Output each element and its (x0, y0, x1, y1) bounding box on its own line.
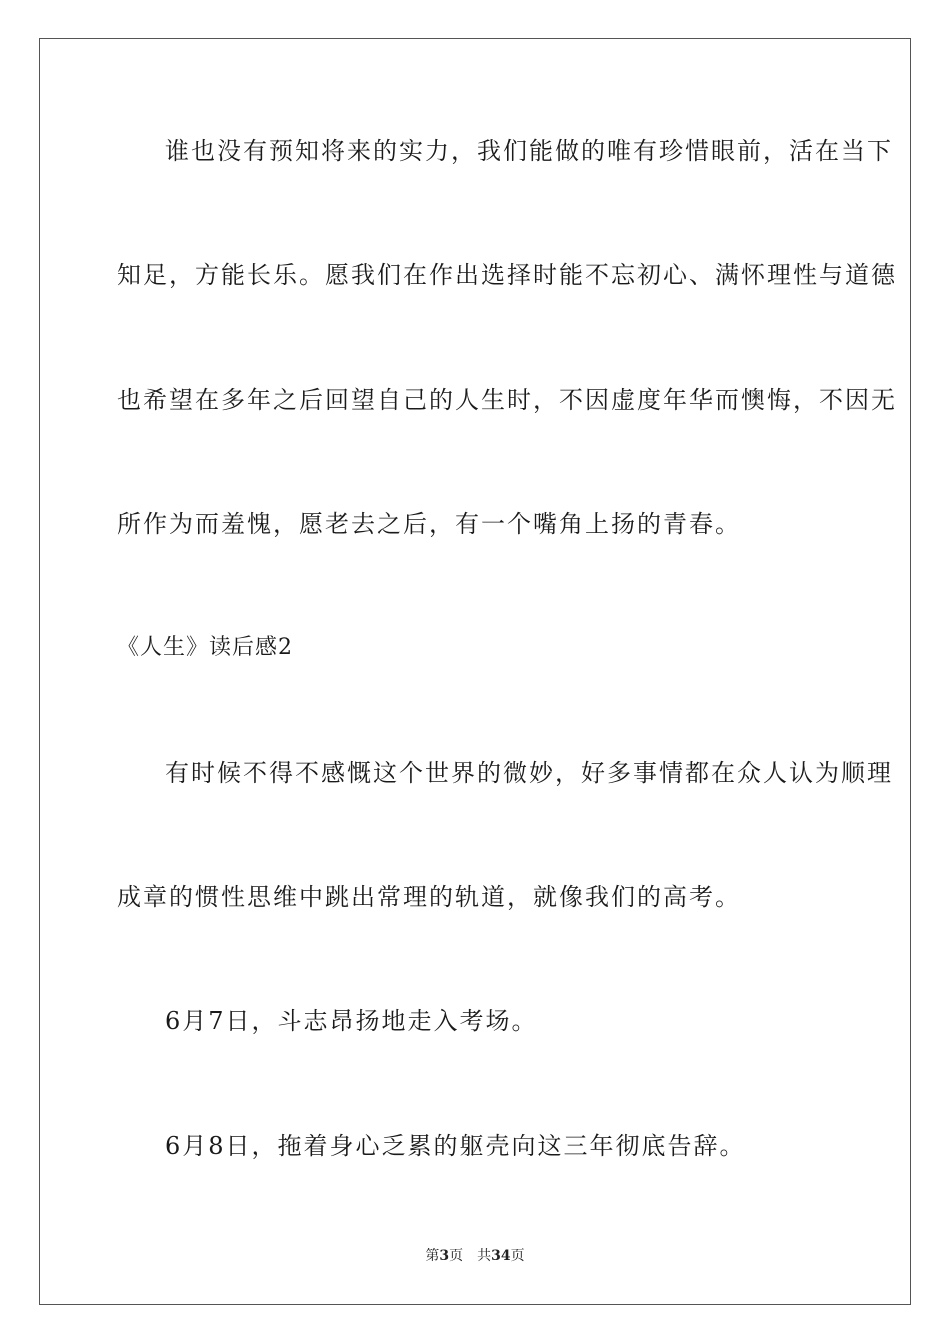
footer-page-prefix: 第 (425, 1248, 440, 1264)
page-border (39, 38, 911, 1305)
footer-total-pages: 34 (491, 1248, 511, 1264)
paragraph1-line1: 谁也没有预知将来的实力，我们能做的唯有珍惜眼前，活在当下 (165, 137, 893, 165)
paragraph4: 6月8日，拖着身心乏累的躯壳向这三年彻底告辞。 (165, 1132, 746, 1160)
footer-total-prefix: 共 (477, 1248, 492, 1264)
paragraph2-line1: 有时候不得不感慨这个世界的微妙，好多事情都在众人认为顺理 (165, 759, 893, 787)
paragraph1-line2: 知足，方能长乐。愿我们在作出选择时能不忘初心、满怀理性与道德 (117, 261, 897, 289)
footer-page-suffix: 页 (449, 1248, 464, 1264)
paragraph1-line4: 所作为而羞愧，愿老去之后，有一个嘴角上扬的青春。 (117, 510, 741, 538)
paragraph2-line2: 成章的惯性思维中跳出常理的轨道，就像我们的高考。 (117, 883, 741, 911)
page-footer (0, 1247, 950, 1265)
footer-total-suffix: 页 (510, 1248, 525, 1264)
paragraph3: 6月7日，斗志昂扬地走入考场。 (165, 1007, 538, 1035)
footer-page-number: 3 (439, 1248, 450, 1264)
section-title: 《人生》读后感2 (117, 635, 293, 660)
paragraph1-line3: 也希望在多年之后回望自己的人生时，不因虚度年华而懊悔，不因无 (117, 386, 897, 414)
